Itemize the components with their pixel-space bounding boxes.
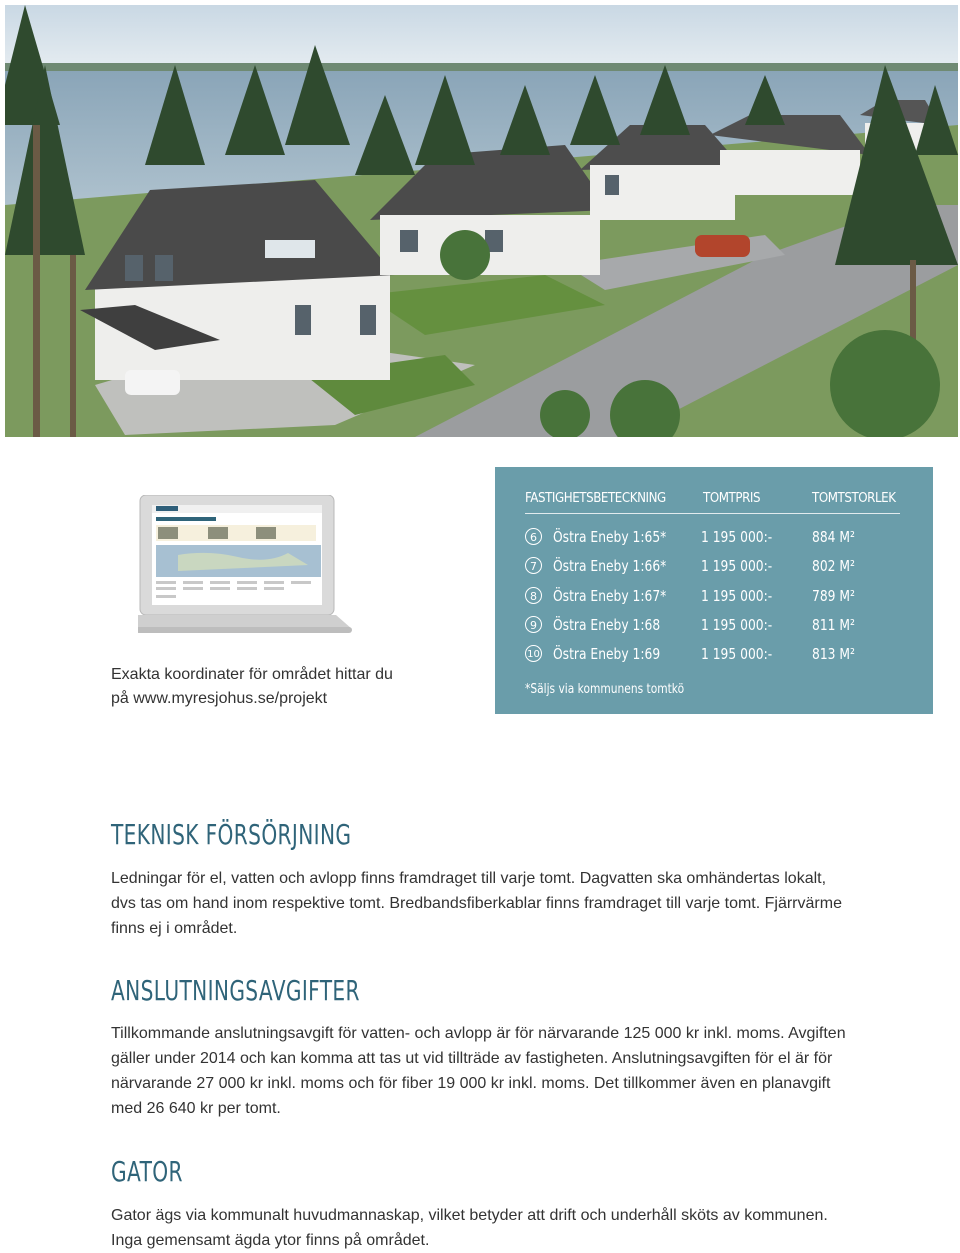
laptop-website-screenshot-icon: [138, 495, 352, 635]
paragraph-line: med 26 640 kr per tomt.: [111, 1100, 281, 1117]
lot-size: 789 M²: [812, 587, 855, 605]
caption-line-1: Exakta koordinater för området hittar du: [111, 666, 393, 683]
hero-image: [5, 5, 958, 437]
section-title-gator: GATOR: [111, 1155, 183, 1188]
paragraph-line: dvs tas om hand inom respektive tomt. Bredbandsfiberkablar finns framdraget till varje tomt. Fjärrvärme: [111, 895, 842, 912]
lot-name: Östra Eneby 1:68: [553, 616, 661, 634]
lot-size: 802 M²: [812, 557, 855, 575]
lot-size: 813 M²: [812, 645, 855, 663]
lot-number-badge: 6: [525, 528, 542, 545]
coordinates-caption: [111, 663, 393, 711]
laptop-image: [138, 495, 352, 635]
lot-number-badge: 8: [525, 587, 542, 604]
section-title-teknisk: TEKNISK FÖRSÖRJNING: [111, 818, 352, 851]
lot-number-badge: 7: [525, 557, 542, 574]
lot-price: 1 195 000:-: [701, 645, 773, 663]
paragraph-line: närvarande 27 000 kr inkl. moms och för fiber 19 000 kr inkl. moms. Det tillkommer även en planavgift: [111, 1075, 831, 1092]
paragraph-line: Inga gemensamt ägda ytor finns på området.: [111, 1232, 430, 1249]
houses-by-lake-illustration: [5, 5, 958, 437]
caption-line-2: på www.myresjohus.se/projekt: [111, 690, 328, 707]
lot-price: 1 195 000:-: [701, 616, 773, 634]
section-body-gator: [111, 1203, 871, 1253]
lot-number-badge: 9: [525, 616, 542, 633]
header-tomtpris: TOMTPRIS: [703, 490, 761, 506]
lot-price: 1 195 000:-: [701, 557, 773, 575]
lots-footnote: *Säljs via kommunens tomtkö: [525, 682, 685, 697]
paragraph-line: Ledningar för el, vatten och avlopp finns framdraget till varje tomt. Dagvatten ska omhändertas lokalt,: [111, 870, 827, 887]
header-fastighetsbeteckning: FASTIGHETSBETECKNING: [525, 490, 666, 506]
lots-table-header: [525, 488, 900, 514]
section-body-teknisk: [111, 866, 871, 941]
lot-name: Östra Eneby 1:65*: [553, 528, 667, 546]
lot-name: Östra Eneby 1:67*: [553, 587, 667, 605]
paragraph-line: gäller under 2014 och kan komma att tas ut vid tillträde av fastigheten. Anslutningsavgiften för el är för: [111, 1050, 833, 1067]
lot-name: Östra Eneby 1:66*: [553, 557, 667, 575]
header-tomtstorlek: TOMTSTORLEK: [812, 490, 896, 506]
paragraph-line: Gator ägs via kommunalt huvudmannaskap, vilket betyder att drift och underhåll sköts av kommunen.: [111, 1207, 828, 1224]
paragraph-line: Tillkommande anslutningsavgift för vatten- och avlopp är för närvarande 125 000 kr inkl. moms. Avgiften: [111, 1025, 846, 1042]
lot-name: Östra Eneby 1:69: [553, 645, 661, 663]
lot-size: 884 M²: [812, 528, 855, 546]
lots-panel: [495, 467, 933, 714]
lot-size: 811 M²: [812, 616, 855, 634]
section-body-anslutning: [111, 1021, 871, 1121]
lot-price: 1 195 000:-: [701, 528, 773, 546]
lot-price: 1 195 000:-: [701, 587, 773, 605]
lot-number-badge: 10: [525, 645, 542, 662]
section-title-anslutning: ANSLUTNINGSAVGIFTER: [111, 974, 360, 1007]
paragraph-line: finns ej i området.: [111, 920, 238, 937]
